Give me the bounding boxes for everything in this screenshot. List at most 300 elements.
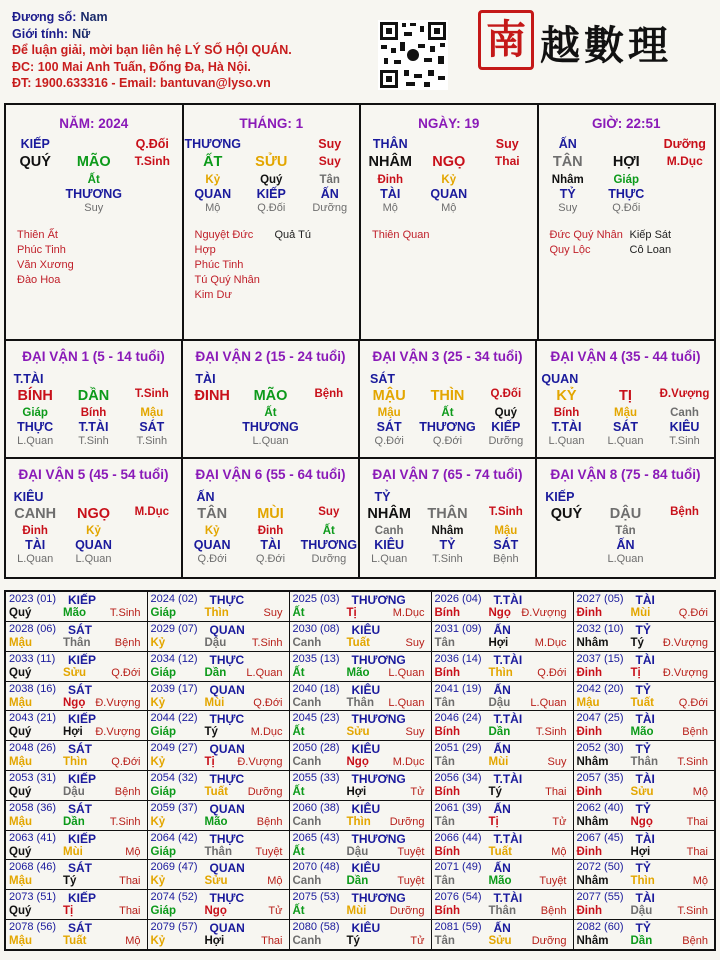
- heavenly-stem: NHÂM: [367, 506, 411, 522]
- year-ten-god: KIÊU: [351, 622, 381, 637]
- hidden-god: T.TÀI: [78, 420, 109, 434]
- year-stem: Nhâm: [576, 756, 609, 769]
- year-cell[interactable]: [289, 920, 431, 950]
- phase: Suy: [318, 137, 342, 151]
- year-cell[interactable]: [573, 770, 715, 800]
- dai-van-cell[interactable]: [360, 341, 537, 459]
- life-state: Suy: [318, 506, 340, 518]
- hidden-phase: Q.Đối: [257, 202, 286, 214]
- spacer: [51, 372, 96, 386]
- spacer: [96, 372, 141, 386]
- hidden-stem: Quý: [260, 174, 283, 186]
- year-branch: Sửu: [63, 666, 87, 679]
- hidden-phase: Q.Đới: [197, 553, 227, 565]
- year-cell[interactable]: [5, 621, 147, 651]
- pillar-title: NĂM: 2024: [59, 116, 129, 131]
- year-ten-god: SÁT: [68, 921, 92, 936]
- year-branch: Mùi: [346, 905, 367, 918]
- year-ten-god: KIẾP: [68, 891, 97, 906]
- spacer: [583, 490, 629, 504]
- year-branch: Dần: [488, 726, 511, 739]
- hidden-stem: Canh: [374, 525, 404, 537]
- year-cell[interactable]: [573, 591, 715, 621]
- pillar-title: THÁNG: 1: [239, 116, 304, 131]
- year-cell[interactable]: [5, 741, 147, 771]
- year-branch: Tuất: [63, 935, 87, 948]
- year-branch: Thìn: [630, 875, 655, 888]
- year-label: 2077 (55): [576, 891, 624, 904]
- year-label: 2075 (53): [292, 891, 340, 904]
- hidden-phase: L.Quan: [17, 553, 54, 565]
- year-life-state: M.Dục: [250, 726, 283, 739]
- stem-branch-row: [183, 388, 358, 404]
- year-stem: Bính: [434, 666, 461, 679]
- pillar-title: NGÀY: 19: [418, 116, 480, 131]
- year-life-state: T.Sinh: [109, 815, 141, 828]
- hidden-stem: Bính: [553, 407, 580, 419]
- year-row: [5, 920, 715, 950]
- hidden-god: KIẾP: [491, 420, 521, 434]
- year-cell[interactable]: [431, 890, 573, 920]
- year-cell[interactable]: [5, 591, 147, 621]
- year-row: [5, 890, 715, 920]
- hidden-phases-row: [6, 553, 181, 565]
- year-cell[interactable]: [573, 890, 715, 920]
- spacer: [96, 490, 141, 504]
- star-name: Kiếp Sát: [629, 229, 672, 241]
- year-life-state: M.Dục: [392, 607, 425, 619]
- year-branch: Dậu: [488, 696, 511, 709]
- year-cell[interactable]: [573, 920, 715, 950]
- hidden-god: KIÊU: [669, 420, 700, 434]
- dai-van-cell[interactable]: [537, 341, 714, 459]
- year-cell-content: [290, 622, 431, 650]
- year-stem: Đinh: [576, 905, 603, 918]
- year-branch: Mão: [204, 815, 228, 828]
- hidden-stem: Ất: [87, 174, 100, 186]
- year-label: 2074 (52): [150, 891, 198, 904]
- pillar-column[interactable]: [6, 105, 184, 339]
- year-cell[interactable]: [573, 681, 715, 711]
- year-ten-god: THỰC: [209, 771, 245, 786]
- year-ten-god: KIÊU: [351, 861, 381, 876]
- year-life-state: Q.Đới: [111, 666, 141, 679]
- year-life-state: L.Quan: [388, 696, 425, 709]
- star-row: [17, 273, 182, 288]
- year-stem: Kỷ: [150, 696, 166, 709]
- year-branch: Hợi: [63, 726, 83, 739]
- stem-branch-row: [361, 154, 537, 170]
- hidden-stems-row: [184, 174, 360, 186]
- spacer: [123, 187, 182, 201]
- year-life-state: Tuyệt: [397, 845, 425, 858]
- life-state: T.Sinh: [134, 388, 169, 400]
- god-row: [360, 490, 535, 504]
- year-cell[interactable]: [5, 830, 147, 860]
- year-stem: Mậu: [9, 756, 32, 769]
- spacer: [242, 137, 301, 151]
- year-branch: Tị: [204, 756, 215, 769]
- hidden-phase: Suy: [558, 202, 578, 214]
- spacer: [597, 137, 656, 151]
- owner-label: Đương số:: [12, 10, 77, 24]
- year-cell[interactable]: [573, 651, 715, 681]
- year-stem: Canh: [292, 935, 322, 948]
- year-cell-content: [290, 801, 431, 829]
- hidden-gods-row: [360, 420, 535, 434]
- year-cell[interactable]: [5, 770, 147, 800]
- dai-van-title: ĐẠI VẬN 1 (5 - 14 tuổi): [22, 349, 165, 364]
- year-life-state: Tử: [552, 815, 567, 828]
- year-cell[interactable]: [147, 681, 289, 711]
- year-stem: Ất: [292, 666, 305, 679]
- year-ten-god: TÀI: [635, 771, 655, 786]
- year-ten-god: THƯƠNG: [351, 652, 406, 667]
- dai-van-cell[interactable]: [183, 459, 360, 577]
- year-label: 2025 (03): [292, 593, 340, 605]
- year-cell[interactable]: [431, 621, 573, 651]
- heavenly-stem: NHÂM: [368, 154, 412, 170]
- phase: Suy: [495, 137, 519, 151]
- year-row: [5, 800, 715, 830]
- year-ten-god: T.TÀI: [493, 891, 523, 906]
- year-label: 2039 (17): [150, 682, 198, 695]
- year-cell[interactable]: [431, 770, 573, 800]
- year-life-state: L.Quan: [246, 666, 283, 679]
- year-ten-god: THỰC: [209, 652, 245, 667]
- year-cell[interactable]: [289, 800, 431, 830]
- year-branch: Thân: [346, 696, 374, 709]
- year-ten-god: SÁT: [68, 622, 92, 637]
- year-stem: Nhâm: [576, 815, 609, 828]
- life-state: Suy: [318, 154, 341, 168]
- pillar-column[interactable]: [184, 105, 362, 339]
- star-row: [550, 228, 715, 243]
- spacer: [123, 553, 181, 565]
- year-cell[interactable]: [5, 860, 147, 890]
- life-state: M.Dục: [666, 154, 703, 168]
- qr-code-icon[interactable]: [378, 20, 448, 90]
- stem-branch-row: [183, 506, 358, 522]
- year-cell[interactable]: [431, 711, 573, 741]
- hidden-gods-row: [537, 420, 714, 434]
- hidden-god: SÁT: [613, 420, 638, 434]
- year-cell[interactable]: [573, 830, 715, 860]
- pillar-column[interactable]: [539, 105, 715, 339]
- earthly-branch: DẦN: [77, 388, 110, 404]
- year-cell[interactable]: [147, 920, 289, 950]
- hidden-stem: Giáp: [613, 174, 640, 186]
- year-stem: Bính: [434, 785, 461, 798]
- year-ten-god: SÁT: [68, 801, 92, 816]
- hidden-stem: Tân: [319, 174, 340, 186]
- year-ten-god: ẤN: [493, 921, 511, 936]
- year-cell[interactable]: [5, 711, 147, 741]
- hidden-god: SÁT: [139, 420, 165, 434]
- year-cell[interactable]: [431, 830, 573, 860]
- earthly-branch: MÙI: [257, 506, 284, 522]
- year-ten-god: ẤN: [493, 801, 511, 816]
- year-stem: Ất: [292, 607, 305, 619]
- gender-label: Giới tính:: [12, 26, 69, 41]
- pillar-column[interactable]: [361, 105, 539, 339]
- year-label: 2041 (19): [434, 682, 482, 695]
- year-life-state: T.Sinh: [535, 726, 567, 739]
- year-label: 2029 (07): [150, 622, 198, 635]
- year-cell[interactable]: [147, 800, 289, 830]
- year-label: 2072 (50): [576, 861, 624, 874]
- life-state: T.Sinh: [488, 506, 523, 518]
- hidden-god: SÁT: [493, 538, 519, 552]
- year-cell-content: [290, 771, 431, 799]
- stem-branch-row: [537, 506, 714, 522]
- year-cell[interactable]: [431, 651, 573, 681]
- year-life-state: Đ.Vượng: [521, 607, 567, 619]
- year-cell-content: [574, 741, 715, 769]
- dai-van-title: ĐẠI VẬN 5 (45 - 54 tuổi): [18, 467, 169, 482]
- gender-value: Nữ: [72, 26, 91, 41]
- spacer: [228, 372, 273, 386]
- year-cell[interactable]: [431, 920, 573, 950]
- hidden-god: THƯƠNG: [300, 538, 358, 552]
- year-cell[interactable]: [5, 800, 147, 830]
- year-life-state: Bệnh: [540, 905, 567, 918]
- phase: Q.Đối: [135, 137, 169, 151]
- year-cell[interactable]: [147, 741, 289, 771]
- year-cell-content: [432, 831, 573, 859]
- year-cell[interactable]: [147, 591, 289, 621]
- year-label: 2080 (58): [292, 921, 340, 934]
- phase: Dưỡng: [663, 137, 706, 151]
- year-stem: Tân: [434, 875, 455, 888]
- spacer: [656, 174, 715, 186]
- year-label: 2067 (45): [576, 831, 624, 844]
- year-cell[interactable]: [289, 681, 431, 711]
- year-label: 2061 (39): [434, 801, 482, 814]
- year-cell[interactable]: [289, 770, 431, 800]
- year-cell[interactable]: [289, 741, 431, 771]
- year-label: 2045 (23): [292, 712, 340, 725]
- god-row: [537, 372, 714, 386]
- year-cell[interactable]: [5, 920, 147, 950]
- year-cell[interactable]: [147, 860, 289, 890]
- year-life-state: Bệnh: [682, 935, 708, 948]
- god-row: [183, 490, 358, 504]
- ten-god: THÂN: [372, 137, 408, 151]
- year-cell-content: [290, 711, 431, 739]
- spacer: [405, 372, 450, 386]
- year-cell[interactable]: [289, 860, 431, 890]
- year-life-state: Tử: [410, 935, 425, 948]
- dai-van-cell[interactable]: [6, 341, 183, 459]
- year-cell[interactable]: [289, 830, 431, 860]
- year-label: 2044 (22): [150, 712, 198, 725]
- year-life-state: M.Dục: [392, 756, 425, 769]
- ten-god: KIÊU: [13, 490, 44, 504]
- hidden-phase: [300, 435, 358, 447]
- year-ten-god: THƯƠNG: [351, 771, 406, 786]
- hidden-stem: Ất: [322, 525, 335, 537]
- year-cell-content: [6, 652, 147, 680]
- year-cell[interactable]: [431, 860, 573, 890]
- year-cell[interactable]: [573, 860, 715, 890]
- year-life-state: Tuyệt: [255, 845, 283, 858]
- year-stem: Giáp: [150, 905, 177, 918]
- dai-van-cell[interactable]: [360, 459, 537, 577]
- year-cell-content: [574, 592, 715, 620]
- year-ten-god: TỶ: [635, 801, 651, 816]
- year-ten-god: QUAN: [209, 682, 245, 697]
- year-branch: Dậu: [204, 636, 227, 649]
- spacer: [450, 372, 495, 386]
- year-branch: Tị: [488, 815, 499, 828]
- earthly-branch: THÂN: [427, 506, 468, 522]
- year-cell[interactable]: [147, 770, 289, 800]
- year-cell[interactable]: [289, 890, 431, 920]
- year-cell-content: [6, 741, 147, 769]
- life-state: Q.Đối: [490, 388, 522, 400]
- god-row: [6, 372, 181, 386]
- year-stem: Mậu: [9, 815, 32, 828]
- year-branch: Mão: [63, 607, 86, 619]
- year-cell[interactable]: [573, 800, 715, 830]
- hidden-phase: Q.Đối: [612, 202, 641, 214]
- year-label: 2049 (27): [150, 742, 198, 755]
- year-cell[interactable]: [147, 830, 289, 860]
- year-stem: Đinh: [576, 845, 603, 858]
- year-ten-god: TÀI: [635, 891, 655, 906]
- hidden-phases-row: [6, 202, 182, 214]
- year-cell-content: [148, 920, 289, 948]
- year-stem: Bính: [434, 726, 461, 739]
- year-cell-content: [148, 652, 289, 680]
- year-life-state: Bệnh: [114, 636, 141, 649]
- hidden-phase: Mộ: [205, 202, 221, 214]
- year-cell[interactable]: [289, 711, 431, 741]
- year-cell[interactable]: [573, 711, 715, 741]
- year-ten-god: T.TÀI: [493, 712, 523, 727]
- star-name: Quả Tú: [274, 229, 311, 241]
- hidden-phase: Bệnh: [492, 553, 519, 565]
- hidden-god: THỰC: [608, 187, 645, 201]
- year-cell[interactable]: [147, 711, 289, 741]
- hidden-phases-row: [537, 553, 714, 565]
- year-stem: Quý: [9, 666, 32, 679]
- hidden-phases-row: [184, 202, 360, 214]
- year-ten-god: TỶ: [635, 682, 651, 697]
- star-name: Nguyệt Đức Hợp: [194, 229, 254, 256]
- dai-van-cell[interactable]: [537, 459, 714, 577]
- year-cell-content: [574, 860, 715, 888]
- year-cell[interactable]: [431, 741, 573, 771]
- year-cell[interactable]: [289, 591, 431, 621]
- year-branch: Tuất: [346, 636, 370, 649]
- gender-line: [12, 26, 372, 43]
- year-cell[interactable]: [289, 651, 431, 681]
- year-life-state: Đ.Vượng: [237, 756, 283, 769]
- year-cell[interactable]: [289, 621, 431, 651]
- year-label: 2027 (05): [576, 593, 624, 605]
- god-row: [6, 490, 181, 504]
- spacer: [6, 202, 65, 214]
- hidden-gods-row: [6, 538, 181, 552]
- year-stem: Bính: [434, 905, 461, 918]
- year-cell[interactable]: [431, 681, 573, 711]
- year-life-state: Bệnh: [256, 815, 283, 828]
- spacer: [628, 490, 674, 504]
- year-life-state: L.Quan: [388, 666, 425, 679]
- year-cell-content: [148, 592, 289, 620]
- year-life-state: L.Quan: [530, 696, 567, 709]
- hidden-stem: Mậu: [377, 407, 401, 419]
- year-ten-god: TÀI: [635, 593, 655, 607]
- year-cell[interactable]: [431, 800, 573, 830]
- star-name: Đào Hoa: [17, 274, 61, 286]
- year-stem: Đinh: [576, 726, 603, 739]
- year-cell-content: [432, 860, 573, 888]
- year-cell[interactable]: [147, 651, 289, 681]
- year-cell-content: [6, 711, 147, 739]
- year-life-state: Thai: [686, 815, 708, 828]
- year-cell-content: [148, 741, 289, 769]
- ten-god: TỶ: [374, 490, 391, 504]
- hidden-phase: T.Sinh: [432, 553, 463, 565]
- star-name: Phúc Tinh: [17, 244, 66, 256]
- year-label: 2082 (60): [576, 921, 624, 934]
- year-cell[interactable]: [147, 621, 289, 651]
- year-ten-god: TỶ: [635, 622, 651, 637]
- year-cell-content: [574, 652, 715, 680]
- year-cell-content: [432, 682, 573, 710]
- year-life-state: Bệnh: [114, 785, 141, 798]
- god-row: [6, 137, 182, 151]
- spacer: [656, 202, 715, 214]
- year-life-state: Dưỡng: [389, 905, 425, 918]
- hidden-stem: Mậu: [494, 525, 518, 537]
- year-cell[interactable]: [5, 651, 147, 681]
- year-label: 2042 (20): [576, 682, 624, 695]
- year-cell[interactable]: [5, 890, 147, 920]
- year-cell-content: [574, 771, 715, 799]
- dai-van-cell[interactable]: [6, 459, 183, 577]
- year-cell[interactable]: [573, 741, 715, 771]
- earthly-branch: TỊ: [619, 388, 632, 404]
- hidden-stem: Mậu: [614, 407, 637, 419]
- year-cell-content: [432, 741, 573, 769]
- god-row: [361, 137, 537, 151]
- year-life-state: Suy: [263, 607, 283, 619]
- year-life-state: Tử: [268, 905, 283, 918]
- year-stem: Ất: [292, 726, 305, 739]
- year-cell-content: [432, 652, 573, 680]
- hidden-phase: Mộ: [382, 202, 398, 214]
- dai-van-cell[interactable]: [183, 341, 360, 459]
- earthly-branch: THÌN: [430, 388, 465, 404]
- spacer: [6, 187, 65, 201]
- phone-email-line[interactable]: ĐT: 1900.633316 - Email: bantuvan@lyso.vn: [12, 76, 271, 90]
- year-cell[interactable]: [5, 681, 147, 711]
- year-cell[interactable]: [147, 890, 289, 920]
- hidden-phase: T.Sinh: [669, 435, 700, 447]
- year-cell-content: [6, 771, 147, 799]
- year-stem: Canh: [292, 756, 322, 769]
- year-branch: Tuất: [488, 845, 512, 858]
- hidden-gods-row: [360, 538, 535, 552]
- year-cell[interactable]: [573, 621, 715, 651]
- year-stem: Đinh: [576, 666, 603, 679]
- year-cell[interactable]: [431, 591, 573, 621]
- year-branch: Sửu: [630, 785, 654, 798]
